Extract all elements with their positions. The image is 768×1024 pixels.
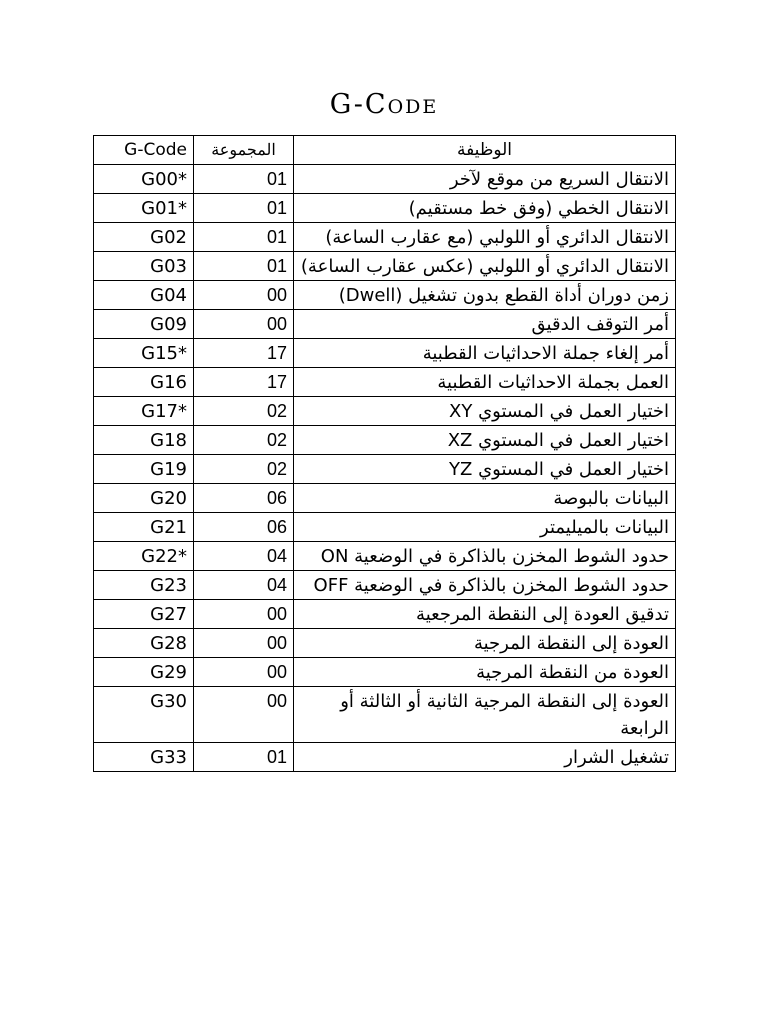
table-row	[94, 194, 676, 223]
table-row	[94, 310, 676, 339]
table-row	[94, 629, 676, 658]
function-cell: الانتقال السريع من موقع لآخر	[294, 165, 676, 194]
gcode-cell: G03	[94, 252, 194, 281]
gcode-cell: G04	[94, 281, 194, 310]
gcode-cell: G16	[94, 368, 194, 397]
table-header-row	[94, 136, 676, 165]
function-cell: البيانات بالميليمتر	[294, 513, 676, 542]
function-cell: اختيار العمل في المستوي XY	[294, 397, 676, 426]
function-cell: العودة إلى النقطة المرجية	[294, 629, 676, 658]
group-cell: 04	[194, 542, 294, 571]
gcode-cell: G23	[94, 571, 194, 600]
group-cell: 00	[194, 658, 294, 687]
group-cell: 01	[194, 743, 294, 772]
group-cell: 06	[194, 484, 294, 513]
header-code: G-Code	[94, 136, 194, 165]
function-cell: زمن دوران أداة القطع بدون تشغيل (Dwell)	[294, 281, 676, 310]
table-row	[94, 252, 676, 281]
group-cell: 01	[194, 252, 294, 281]
function-cell: تشغيل الشرار	[294, 743, 676, 772]
gcode-cell: G30	[94, 687, 194, 743]
table-row	[94, 687, 676, 743]
gcode-cell: G29	[94, 658, 194, 687]
table-row	[94, 743, 676, 772]
gcode-cell: G15*	[94, 339, 194, 368]
function-cell: العمل بجملة الاحداثيات القطبية	[294, 368, 676, 397]
gcode-cell: G17*	[94, 397, 194, 426]
function-cell: اختيار العمل في المستوي XZ	[294, 426, 676, 455]
table-row	[94, 600, 676, 629]
group-cell: 00	[194, 310, 294, 339]
gcode-table	[93, 135, 676, 772]
gcode-cell: G18	[94, 426, 194, 455]
gcode-cell: G00*	[94, 165, 194, 194]
function-cell: البيانات بالبوصة	[294, 484, 676, 513]
group-cell: 00	[194, 600, 294, 629]
group-cell: 00	[194, 629, 294, 658]
table-row	[94, 542, 676, 571]
function-cell: حدود الشوط المخزن بالذاكرة في الوضعية OFF	[294, 571, 676, 600]
function-cell: أمر التوقف الدقيق	[294, 310, 676, 339]
table-row	[94, 455, 676, 484]
group-cell: 02	[194, 397, 294, 426]
gcode-cell: G27	[94, 600, 194, 629]
group-cell: 17	[194, 339, 294, 368]
gcode-cell: G02	[94, 223, 194, 252]
gcode-cell: G01*	[94, 194, 194, 223]
page-title: G-Code	[329, 89, 439, 120]
gcode-cell: G21	[94, 513, 194, 542]
group-cell: 01	[194, 223, 294, 252]
table-row	[94, 339, 676, 368]
gcode-cell: G09	[94, 310, 194, 339]
table-row	[94, 658, 676, 687]
table-row	[94, 223, 676, 252]
group-cell: 02	[194, 455, 294, 484]
function-cell: الانتقال الدائري أو اللولبي (عكس عقارب الساعة)	[294, 252, 676, 281]
table-row	[94, 165, 676, 194]
table-row	[94, 426, 676, 455]
gcode-cell: G28	[94, 629, 194, 658]
table-row	[94, 484, 676, 513]
header-group: المجموعة	[194, 136, 294, 165]
gcode-cell: G20	[94, 484, 194, 513]
function-cell: تدقيق العودة إلى النقطة المرجعية	[294, 600, 676, 629]
header-function: الوظيفة	[294, 136, 676, 165]
group-cell: 04	[194, 571, 294, 600]
gcode-cell: G22*	[94, 542, 194, 571]
table-row	[94, 281, 676, 310]
table-row	[94, 397, 676, 426]
function-cell: الانتقال الدائري أو اللولبي (مع عقارب الساعة)	[294, 223, 676, 252]
function-cell: أمر إلغاء جملة الاحداثيات القطبية	[294, 339, 676, 368]
function-cell: اختيار العمل في المستوي YZ	[294, 455, 676, 484]
group-cell: 06	[194, 513, 294, 542]
group-cell: 01	[194, 165, 294, 194]
group-cell: 00	[194, 281, 294, 310]
function-cell: العودة من النقطة المرجية	[294, 658, 676, 687]
group-cell: 02	[194, 426, 294, 455]
group-cell: 01	[194, 194, 294, 223]
function-cell: حدود الشوط المخزن بالذاكرة في الوضعية ON	[294, 542, 676, 571]
function-cell: الانتقال الخطي (وفق خط مستقيم)	[294, 194, 676, 223]
table-row	[94, 368, 676, 397]
function-cell: العودة إلى النقطة المرجية الثانية أو الثالثة أو الرابعة	[294, 687, 676, 743]
group-cell: 00	[194, 687, 294, 743]
table-row	[94, 513, 676, 542]
group-cell: 17	[194, 368, 294, 397]
gcode-cell: G19	[94, 455, 194, 484]
table-row	[94, 571, 676, 600]
gcode-cell: G33	[94, 743, 194, 772]
